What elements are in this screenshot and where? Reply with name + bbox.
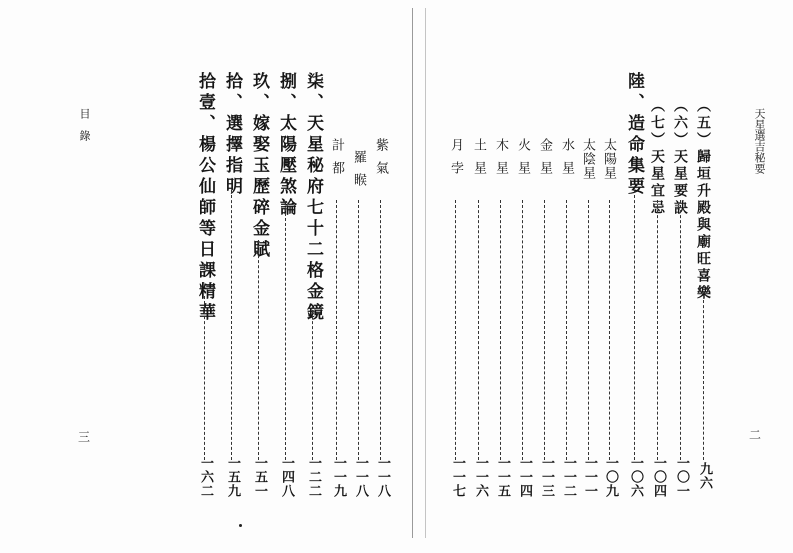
page-gutter-shadow — [425, 8, 426, 538]
toc-entry-page: 一〇一 — [674, 456, 689, 498]
toc-entry-title: 計都 — [329, 138, 344, 184]
toc-entry-page: 一一七 — [450, 456, 465, 498]
page-number-left: 三 — [78, 430, 92, 444]
toc-entry-page: 一一三 — [539, 456, 554, 498]
toc-leader — [522, 200, 523, 460]
toc-entry-page: 一一六 — [473, 456, 488, 498]
toc-leader — [380, 200, 381, 460]
toc-entry-page: 一〇六 — [628, 456, 643, 498]
toc-entry-title: 玖、嫁娶玉歷碎金賦 — [249, 72, 269, 261]
toc-leader — [566, 200, 567, 460]
toc-entry-page: 九六 — [697, 462, 712, 490]
toc-leader — [336, 200, 337, 460]
page-gutter — [412, 8, 413, 538]
toc-entry-title: 太陽星 — [601, 138, 616, 180]
toc-entry-page: 一一九 — [331, 456, 346, 498]
toc-entry-title: 陸、造命集要 — [624, 72, 644, 198]
toc-leader — [500, 200, 501, 460]
toc-leader — [258, 240, 259, 460]
toc-entry-page: 一一四 — [517, 456, 532, 498]
toc-entry-title: （五）歸垣升殿與廟旺喜樂 — [695, 98, 711, 302]
toc-leader — [680, 200, 681, 460]
toc-leader — [657, 200, 658, 460]
toc-entry-page: 一一五 — [495, 456, 510, 498]
running-book-title: 天星選吉秘要 — [753, 108, 766, 174]
toc-entry-page: 一〇四 — [651, 456, 666, 498]
toc-leader — [312, 306, 313, 460]
toc-leader — [609, 200, 610, 460]
toc-entry-title: 羅睺 — [351, 150, 366, 196]
toc-leader — [544, 200, 545, 460]
toc-entry-title: 水星 — [559, 138, 574, 184]
toc-entry-page: 一一一 — [582, 456, 597, 498]
toc-entry-title: 柒、天星秘府七十二格金鏡 — [303, 72, 323, 324]
toc-entry-page: 一五九 — [225, 456, 240, 498]
toc-leader — [634, 190, 635, 460]
toc-entry-page: 一一八 — [353, 456, 368, 498]
toc-leader — [285, 208, 286, 460]
toc-entry-title: 木星 — [493, 138, 508, 184]
toc-entry-title: 拾、選擇指明 — [222, 72, 242, 198]
toc-entry-title: 金星 — [537, 138, 552, 184]
toc-entry-title: 紫氣 — [373, 138, 388, 184]
toc-entry-title: 捌、太陽壓煞論 — [276, 72, 296, 219]
toc-entry-page: 一五一 — [252, 456, 267, 498]
toc-entry-page: 一一八 — [375, 456, 390, 498]
toc-entry-title: （七）天星宜忌 — [649, 98, 665, 217]
toc-entry-title: 月孛 — [448, 138, 463, 184]
toc-leader — [478, 200, 479, 460]
toc-leader — [455, 200, 456, 460]
toc-leader — [588, 200, 589, 460]
toc-entry-page: 一二二 — [306, 456, 321, 498]
toc-leader — [204, 296, 205, 460]
toc-entry-title: 土星 — [471, 138, 486, 184]
toc-entry-title: 拾壹、楊公仙師等日課精華 — [195, 72, 215, 324]
page-number-right: 二 — [749, 428, 763, 442]
toc-entry-page: 一〇九 — [603, 456, 618, 498]
toc-leader — [703, 300, 704, 460]
toc-entry-page: 一六二 — [198, 456, 213, 498]
toc-entry-title: 太陰星 — [580, 138, 595, 180]
running-section-label: 目 錄 — [78, 108, 91, 141]
scan-speck — [239, 524, 242, 527]
toc-entry-title: 火星 — [515, 138, 530, 184]
toc-leader — [231, 190, 232, 460]
toc-entry-title: （六）天星要訣 — [672, 98, 688, 217]
toc-leader — [358, 200, 359, 460]
toc-entry-page: 一四八 — [279, 456, 294, 498]
toc-entry-page: 一一二 — [561, 456, 576, 498]
